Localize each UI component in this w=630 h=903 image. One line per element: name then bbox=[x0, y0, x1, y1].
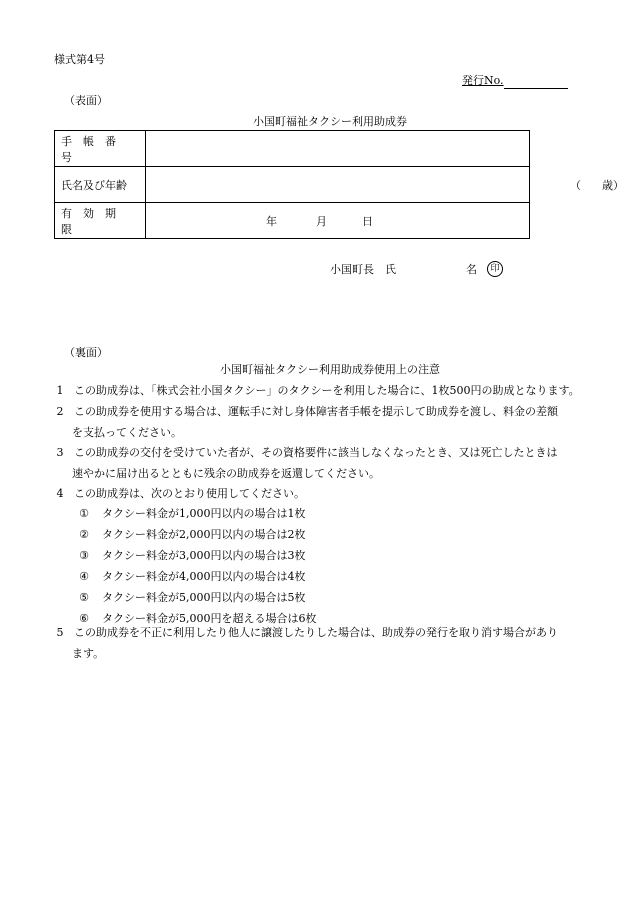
fare-rule-item: ③ タクシー料金が3,000円以内の場合は3枚 bbox=[79, 549, 306, 562]
form-number: 様式第4号 bbox=[54, 53, 105, 66]
front-side-label: （表面） bbox=[64, 94, 108, 107]
mayor-name-label: 名 bbox=[466, 263, 477, 276]
handbook-number-value bbox=[146, 131, 530, 167]
expiry-month: 月 bbox=[316, 215, 327, 228]
fare-rule-item: ② タクシー料金が2,000円以内の場合は2枚 bbox=[79, 528, 306, 541]
name-age-label: 氏名及び年齢 bbox=[55, 167, 146, 203]
note-item: 2 この助成券を使用する場合は、運転手に対し身体障害者手帳を提示して助成券を渡し、料金の差額 を支払ってください。 bbox=[56, 405, 558, 439]
note-item: 1 この助成券は、「株式会社小国タクシー」のタクシーを利用した場合に、1枚500円の助成となります。 bbox=[56, 384, 580, 397]
issue-number-blank bbox=[504, 76, 568, 89]
back-side-label: （裏面） bbox=[64, 346, 108, 359]
table-row bbox=[55, 167, 530, 203]
handbook-number-label: 手帳番号 bbox=[55, 131, 146, 167]
expiry-label: 有効期限 bbox=[55, 203, 146, 239]
expiry-value bbox=[146, 203, 530, 239]
name-age-value bbox=[146, 167, 624, 203]
age-unit: 歳） bbox=[602, 179, 624, 192]
expiry-year: 年 bbox=[266, 215, 277, 228]
issue-number-field bbox=[462, 73, 568, 89]
fare-rule-item: ⑤ タクシー料金が5,000円以内の場合は5枚 bbox=[79, 591, 306, 604]
fare-rule-item: ① タクシー料金が1,000円以内の場合は1枚 bbox=[79, 507, 306, 520]
table-row bbox=[55, 131, 530, 167]
note-item: 5 この助成券を不正に利用したり他人に譲渡したりした場合は、助成券の発行を取り消す場合があり ます。 bbox=[56, 626, 558, 660]
ticket-title: 小国町福祉タクシー利用助成券 bbox=[253, 115, 407, 128]
fare-rule-item: ④ タクシー料金が4,000円以内の場合は4枚 bbox=[79, 570, 306, 583]
note-item: 3 この助成券の交付を受けていた者が、その資格要件に該当しなくなったとき、又は死亡したときは 速やかに届け出るとともに残余の助成券を返還してください。 bbox=[56, 446, 558, 480]
fare-rule-item: ⑥ タクシー料金が5,000円を超える場合は6枚 bbox=[79, 612, 317, 625]
issue-number-label: 発行No. bbox=[462, 74, 504, 87]
notes-title: 小国町福祉タクシー利用助成券使用上の注意 bbox=[220, 363, 440, 376]
age-open-paren: （ bbox=[570, 179, 581, 192]
note-item: 4 この助成券は、次のとおり使用してください。 bbox=[56, 487, 305, 500]
mayor-signature-label: 小国町長 氏 bbox=[330, 263, 396, 276]
table-row bbox=[55, 203, 530, 239]
seal-icon: 印 bbox=[487, 261, 503, 277]
expiry-day: 日 bbox=[362, 215, 373, 228]
ticket-table bbox=[54, 130, 624, 239]
